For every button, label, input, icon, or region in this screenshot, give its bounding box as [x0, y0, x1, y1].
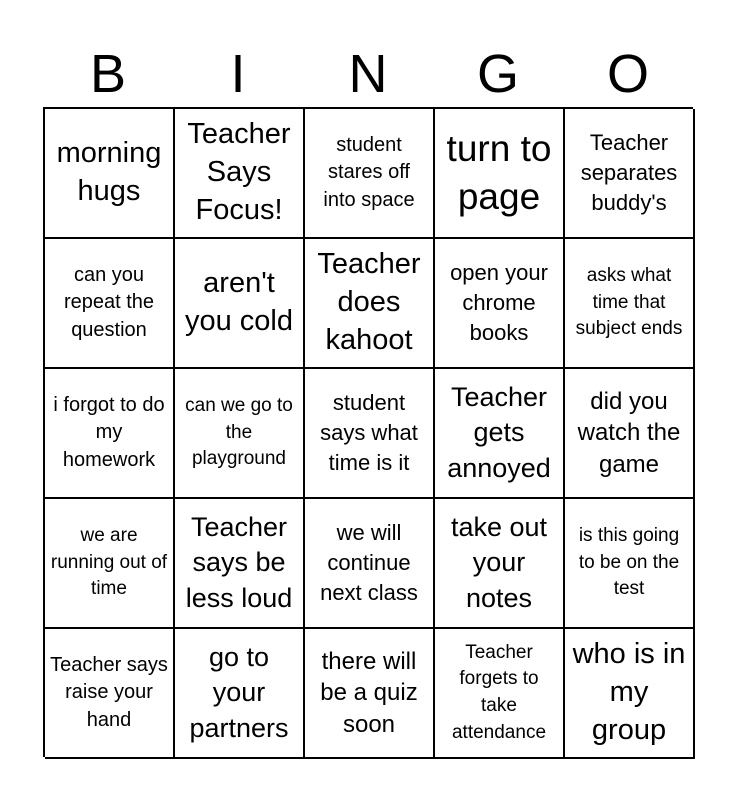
- bingo-cell[interactable]: [435, 109, 565, 239]
- bingo-cell[interactable]: [45, 369, 175, 499]
- bingo-board: [43, 107, 693, 757]
- cell-text: is this going to be on the test: [578, 525, 680, 600]
- cell-text: Teacher does kahoot: [317, 248, 421, 356]
- bingo-cell[interactable]: [45, 239, 175, 369]
- cell-text: Teacher Says Focus!: [187, 118, 291, 226]
- bingo-cell[interactable]: [305, 109, 435, 239]
- bingo-header: [43, 40, 693, 108]
- cell-text: take out your notes: [450, 512, 548, 613]
- bingo-cell[interactable]: [175, 369, 305, 499]
- cell-text: turn to page: [446, 127, 552, 217]
- bingo-cell[interactable]: [435, 499, 565, 629]
- cell-text: student stares off into space: [323, 134, 415, 211]
- bingo-cell[interactable]: [175, 239, 305, 369]
- cell-text: who is in my group: [572, 638, 686, 746]
- bingo-cell[interactable]: [565, 239, 695, 369]
- bingo-cell[interactable]: [45, 499, 175, 629]
- cell-text: can we go to the playground: [185, 395, 293, 470]
- bingo-cell[interactable]: [435, 239, 565, 369]
- bingo-cell[interactable]: [305, 499, 435, 629]
- cell-text: there will be a quiz soon: [320, 648, 418, 738]
- cell-text: we are running out of time: [50, 525, 168, 600]
- bingo-cell[interactable]: [565, 499, 695, 629]
- bingo-cell[interactable]: [435, 629, 565, 759]
- bingo-cell[interactable]: [175, 109, 305, 239]
- bingo-cell[interactable]: [175, 499, 305, 629]
- header-letter-g: G: [476, 44, 519, 104]
- bingo-cell[interactable]: [45, 629, 175, 759]
- header-letter-i: I: [230, 44, 246, 104]
- cell-text: morning hugs: [56, 137, 162, 207]
- cell-text: Teacher gets annoyed: [447, 382, 551, 483]
- header-letter-o: O: [606, 44, 649, 104]
- bingo-cell[interactable]: [565, 629, 695, 759]
- bingo-cell[interactable]: [45, 109, 175, 239]
- bingo-cell[interactable]: [305, 369, 435, 499]
- cell-text: Teacher says raise your hand: [50, 654, 168, 731]
- bingo-cell[interactable]: [435, 369, 565, 499]
- cell-text: open your chrome books: [450, 260, 548, 345]
- cell-text: we will continue next class: [320, 520, 418, 605]
- cell-text: aren't you cold: [184, 267, 293, 337]
- cell-text: did you watch the game: [577, 388, 681, 478]
- bingo-cell[interactable]: [565, 109, 695, 239]
- cell-text: Teacher separates buddy's: [580, 130, 678, 215]
- bingo-cell[interactable]: [565, 369, 695, 499]
- cell-text: Teacher says be less loud: [185, 512, 293, 613]
- bingo-cell[interactable]: [175, 629, 305, 759]
- bingo-cell[interactable]: [305, 629, 435, 759]
- cell-text: i forgot to do my homework: [53, 394, 165, 471]
- header-letter-n: N: [348, 44, 388, 104]
- cell-text: asks what time that subject ends: [575, 265, 683, 340]
- cell-text: student says what time is it: [320, 390, 418, 475]
- header-letter-b: B: [89, 44, 127, 104]
- bingo-cell[interactable]: [305, 239, 435, 369]
- cell-text: can you repeat the question: [63, 264, 155, 341]
- cell-text: Teacher forgets to take attendance: [451, 641, 547, 743]
- cell-text: go to your partners: [189, 642, 289, 743]
